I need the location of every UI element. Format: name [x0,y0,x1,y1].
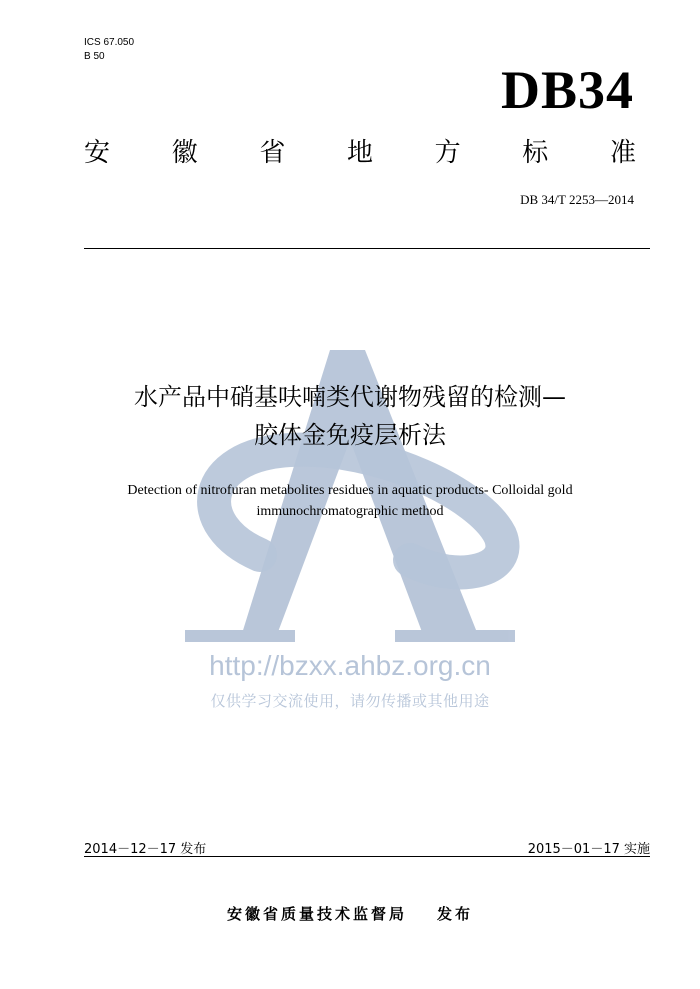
title-en-line: Detection of nitrofuran metabolites residues in aquatic products- Colloidal gold [127,483,573,498]
standard-type-char: 徽 [171,138,198,168]
publisher-line [0,903,700,924]
footer-divider [84,856,650,857]
classification-codes [84,36,134,64]
title-en-line: immunochromatographic method [256,504,444,519]
watermark-note: 仅供学习交流使用，请勿传播或其他用途 [210,692,490,710]
document-title-en [60,480,640,522]
header-divider [84,248,650,249]
title-cn-line: 胶体金免疫层析法 [254,421,446,449]
standard-type-char: 准 [609,138,636,168]
issue-date: 2014－12－17 发布 [84,842,207,857]
watermark-url: http://bzxx.ahbz.org.cn [209,650,491,681]
publisher-action: 发布 [437,905,474,923]
standard-type-char: 安 [84,138,111,168]
standard-number: DB 34/T 2253—2014 [520,192,634,207]
title-cn-line: 水产品中硝基呋喃类代谢物残留的检测— [134,383,566,411]
document-title-cn [0,378,700,454]
implementation-date: 2015－01－17 实施 [527,842,650,857]
standard-type-char: 方 [434,138,461,168]
ccs-code: B 50 [84,51,105,62]
standard-type-char: 省 [259,138,286,168]
standard-type-heading [84,136,636,170]
standard-logo: DB34 [500,60,634,120]
standard-type-char: 地 [346,138,373,168]
ics-code: ICS 67.050 [84,37,135,48]
publisher-org: 安徽省质量技术监督局 [226,905,407,923]
standard-type-char: 标 [522,138,549,168]
